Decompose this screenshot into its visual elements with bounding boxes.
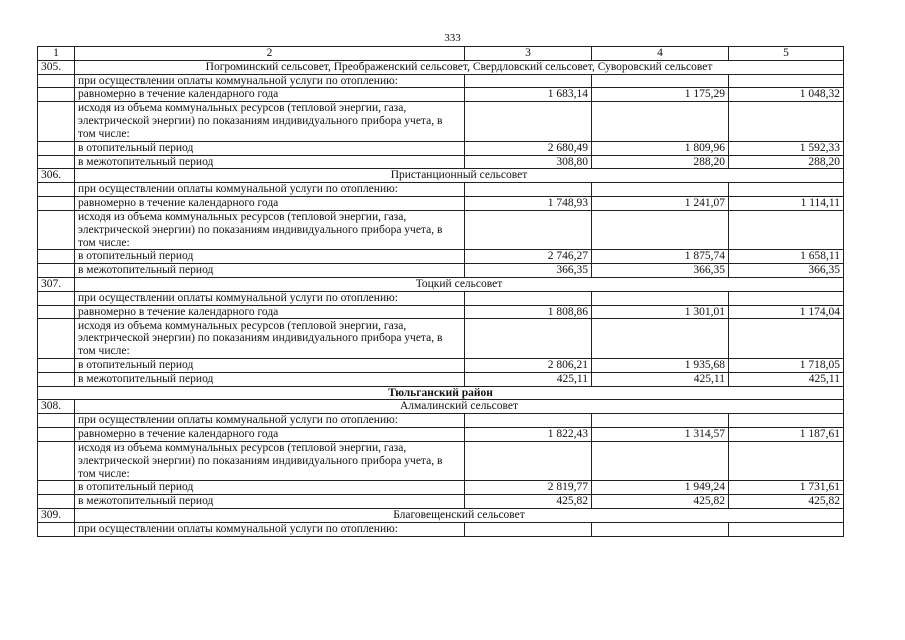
row-number: 307.: [38, 277, 75, 291]
tariff-value-col3: [465, 74, 592, 88]
column-number-1: 1: [38, 47, 75, 61]
tariff-row: [38, 74, 844, 88]
tariff-table-body: [38, 47, 844, 537]
tariff-row: [38, 495, 844, 509]
tariff-value-col5: 1 187,61: [729, 427, 844, 441]
settlement-header-row: [38, 169, 844, 183]
tariff-description: при осуществлении оплаты коммунальной услуги по отоплению:: [75, 74, 465, 88]
row-number: 305.: [38, 60, 75, 74]
tariff-description: исходя из объема коммунальных ресурсов (тепловой энергии, газа, электрической энергии) по показаниям индивидуального прибора учета, в том числе:: [75, 102, 465, 142]
settlement-header-row: [38, 60, 844, 74]
tariff-row: [38, 141, 844, 155]
tariff-value-col3: 2 819,77: [465, 481, 592, 495]
tariff-description: равномерно в течение календарного года: [75, 427, 465, 441]
settlement-name: Благовещенский сельсовет: [75, 508, 844, 522]
tariff-value-col5: [729, 522, 844, 536]
column-number-row: [38, 47, 844, 61]
row-number-empty: [38, 441, 75, 481]
tariff-row: [38, 319, 844, 359]
row-number-empty: [38, 522, 75, 536]
district-name: Тюльганский район: [38, 386, 844, 400]
tariff-description: в межотопительный период: [75, 372, 465, 386]
tariff-value-col4: [592, 291, 729, 305]
tariff-value-col5: 1 174,04: [729, 305, 844, 319]
tariff-value-col3: [465, 183, 592, 197]
tariff-description: в отопительный период: [75, 358, 465, 372]
tariff-row: [38, 427, 844, 441]
tariff-row: [38, 88, 844, 102]
tariff-value-col5: 1 114,11: [729, 196, 844, 210]
column-number-5: 5: [729, 47, 844, 61]
tariff-row: [38, 481, 844, 495]
tariff-description: в межотопительный период: [75, 264, 465, 278]
tariff-value-col5: 1 731,61: [729, 481, 844, 495]
tariff-description: исходя из объема коммунальных ресурсов (тепловой энергии, газа, электрической энергии) по показаниям индивидуального прибора учета, в том числе:: [75, 319, 465, 359]
tariff-description: равномерно в течение календарного года: [75, 305, 465, 319]
tariff-row: [38, 522, 844, 536]
tariff-table: [37, 46, 844, 537]
tariff-value-col5: [729, 319, 844, 359]
tariff-value-col3: 2 680,49: [465, 141, 592, 155]
tariff-value-col5: 425,82: [729, 495, 844, 509]
tariff-description: при осуществлении оплаты коммунальной услуги по отоплению:: [75, 522, 465, 536]
tariff-value-col4: 288,20: [592, 155, 729, 169]
tariff-value-col5: 1 658,11: [729, 250, 844, 264]
tariff-value-col3: 308,80: [465, 155, 592, 169]
tariff-description: при осуществлении оплаты коммунальной услуги по отоплению:: [75, 183, 465, 197]
tariff-value-col3: 366,35: [465, 264, 592, 278]
tariff-row: [38, 291, 844, 305]
row-number: 308.: [38, 400, 75, 414]
tariff-value-col4: 1 875,74: [592, 250, 729, 264]
settlement-header-row: [38, 277, 844, 291]
tariff-value-col4: 425,82: [592, 495, 729, 509]
tariff-value-col3: [465, 319, 592, 359]
tariff-value-col5: 288,20: [729, 155, 844, 169]
tariff-row: [38, 358, 844, 372]
row-number-empty: [38, 427, 75, 441]
tariff-value-col5: [729, 441, 844, 481]
tariff-description: исходя из объема коммунальных ресурсов (тепловой энергии, газа, электрической энергии) по показаниям индивидуального прибора учета, в том числе:: [75, 210, 465, 250]
row-number-empty: [38, 196, 75, 210]
tariff-value-col3: [465, 291, 592, 305]
tariff-value-col3: 1 683,14: [465, 88, 592, 102]
row-number: 309.: [38, 508, 75, 522]
tariff-value-col4: 1 301,01: [592, 305, 729, 319]
page-number: 333: [444, 32, 461, 44]
tariff-description: исходя из объема коммунальных ресурсов (тепловой энергии, газа, электрической энергии) по показаниям индивидуального прибора учета, в том числе:: [75, 441, 465, 481]
row-number-empty: [38, 358, 75, 372]
tariff-value-col4: [592, 319, 729, 359]
tariff-row: [38, 250, 844, 264]
row-number-empty: [38, 291, 75, 305]
tariff-value-col4: [592, 414, 729, 428]
settlement-header-row: [38, 400, 844, 414]
tariff-value-col3: 425,82: [465, 495, 592, 509]
tariff-value-col3: [465, 441, 592, 481]
column-number-3: 3: [465, 47, 592, 61]
tariff-value-col5: [729, 414, 844, 428]
tariff-value-col4: 1 809,96: [592, 141, 729, 155]
tariff-value-col4: 1 949,24: [592, 481, 729, 495]
tariff-description: равномерно в течение календарного года: [75, 196, 465, 210]
settlement-name: Погроминский сельсовет, Преображенский сельсовет, Свердловский сельсовет, Суворовский сельсовет: [75, 60, 844, 74]
tariff-value-col3: 1 748,93: [465, 196, 592, 210]
row-number-empty: [38, 74, 75, 88]
tariff-description: в отопительный период: [75, 141, 465, 155]
tariff-row: [38, 414, 844, 428]
tariff-row: [38, 305, 844, 319]
column-number-2: 2: [75, 47, 465, 61]
tariff-row: [38, 264, 844, 278]
tariff-value-col3: [465, 210, 592, 250]
tariff-value-col5: [729, 210, 844, 250]
tariff-value-col5: [729, 291, 844, 305]
settlement-name: Алмалинский сельсовет: [75, 400, 844, 414]
tariff-value-col3: [465, 102, 592, 142]
row-number-empty: [38, 155, 75, 169]
tariff-description: при осуществлении оплаты коммунальной услуги по отоплению:: [75, 291, 465, 305]
tariff-value-col4: 425,11: [592, 372, 729, 386]
tariff-row: [38, 441, 844, 481]
row-number-empty: [38, 250, 75, 264]
tariff-value-col4: [592, 522, 729, 536]
row-number-empty: [38, 210, 75, 250]
row-number-empty: [38, 305, 75, 319]
row-number: 306.: [38, 169, 75, 183]
tariff-value-col3: [465, 522, 592, 536]
row-number-empty: [38, 319, 75, 359]
tariff-value-col4: [592, 102, 729, 142]
row-number-empty: [38, 481, 75, 495]
tariff-row: [38, 183, 844, 197]
row-number-empty: [38, 495, 75, 509]
settlement-name: Тоцкий сельсовет: [75, 277, 844, 291]
tariff-value-col5: 1 718,05: [729, 358, 844, 372]
tariff-value-col4: [592, 74, 729, 88]
tariff-value-col5: [729, 74, 844, 88]
tariff-value-col4: 1 241,07: [592, 196, 729, 210]
tariff-value-col4: [592, 210, 729, 250]
column-number-4: 4: [592, 47, 729, 61]
row-number-empty: [38, 141, 75, 155]
tariff-value-col4: [592, 441, 729, 481]
tariff-value-col4: 1 175,29: [592, 88, 729, 102]
row-number-empty: [38, 372, 75, 386]
tariff-row: [38, 102, 844, 142]
tariff-value-col3: 2 806,21: [465, 358, 592, 372]
tariff-value-col3: 425,11: [465, 372, 592, 386]
tariff-row: [38, 196, 844, 210]
tariff-value-col3: 2 746,27: [465, 250, 592, 264]
row-number-empty: [38, 102, 75, 142]
tariff-description: при осуществлении оплаты коммунальной услуги по отоплению:: [75, 414, 465, 428]
row-number-empty: [38, 414, 75, 428]
tariff-description: в отопительный период: [75, 250, 465, 264]
tariff-description: в межотопительный период: [75, 495, 465, 509]
tariff-value-col5: 425,11: [729, 372, 844, 386]
tariff-value-col5: [729, 183, 844, 197]
tariff-description: в межотопительный период: [75, 155, 465, 169]
row-number-empty: [38, 183, 75, 197]
tariff-description: равномерно в течение календарного года: [75, 88, 465, 102]
tariff-value-col5: 1 048,32: [729, 88, 844, 102]
tariff-value-col5: 366,35: [729, 264, 844, 278]
tariff-value-col4: [592, 183, 729, 197]
tariff-description: в отопительный период: [75, 481, 465, 495]
tariff-value-col5: 1 592,33: [729, 141, 844, 155]
district-header-row: [38, 386, 844, 400]
tariff-value-col3: 1 808,86: [465, 305, 592, 319]
tariff-value-col4: 1 314,57: [592, 427, 729, 441]
tariff-value-col3: [465, 414, 592, 428]
tariff-row: [38, 210, 844, 250]
settlement-header-row: [38, 508, 844, 522]
tariff-value-col3: 1 822,43: [465, 427, 592, 441]
tariff-row: [38, 155, 844, 169]
row-number-empty: [38, 88, 75, 102]
tariff-value-col4: 366,35: [592, 264, 729, 278]
row-number-empty: [38, 264, 75, 278]
settlement-name: Пристанционный сельсовет: [75, 169, 844, 183]
tariff-value-col5: [729, 102, 844, 142]
tariff-row: [38, 372, 844, 386]
tariff-value-col4: 1 935,68: [592, 358, 729, 372]
